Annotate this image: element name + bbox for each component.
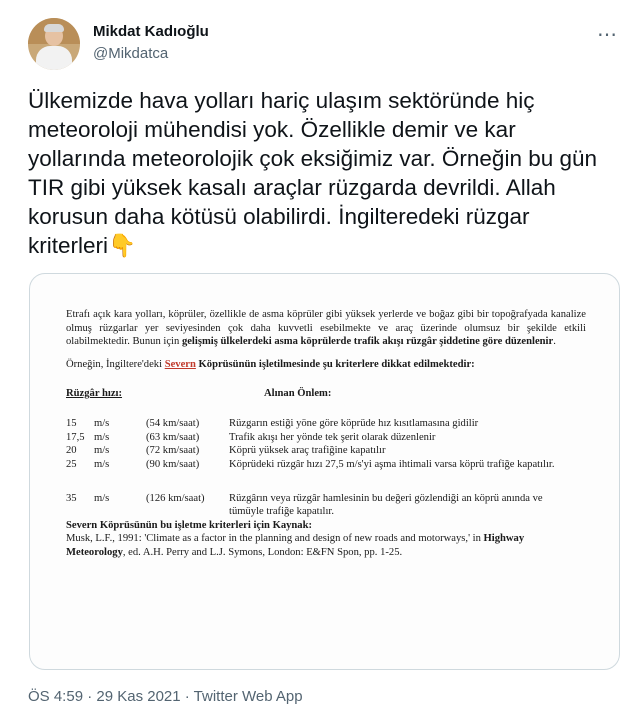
table-row xyxy=(66,444,586,458)
row-desc: Rüzgarın estiği yöne göre köprüde hız kısıtlamasına gidilir xyxy=(229,418,479,429)
row-kmh: (126 km/saat) xyxy=(146,492,205,504)
table-row xyxy=(66,458,586,485)
attached-image[interactable] xyxy=(29,273,620,670)
row-value: 25 xyxy=(66,458,77,470)
row-value: 17,5 xyxy=(66,431,85,443)
row-unit: m/s xyxy=(94,492,110,504)
doc-p1-bold: gelişmiş ülkelerdeki asma köprülerde trafik akışı rüzgâr şiddetine göre düzenlenir xyxy=(181,336,554,347)
source-text-b: , ed. A.H. Perry and L.J. Symons, London: E&FN Spon, pp. 1-25. xyxy=(122,546,403,558)
row-unit: m/s xyxy=(94,458,110,470)
col-measure: Alınan Önlem: xyxy=(264,388,332,399)
doc-paragraph-1 xyxy=(66,308,586,349)
doc-p1-end: . xyxy=(553,336,556,347)
row-kmh: (90 km/saat) xyxy=(146,458,200,470)
col-wind-speed: Rüzgâr hızı: xyxy=(66,388,123,399)
table-row xyxy=(66,492,586,519)
criteria-header xyxy=(66,387,586,403)
doc-p1-text: Etrafı açık kara yolları, köprüler, özellikle de asma köprüler gibi yüksek yerlerde ve boğaz gibi bir topoğrafyada kanalize olmuş rüzgarlar yer seviyesinden çok daha kuvvetli esebilmekte ve araç üzerinde olumsuz bir şekilde etkili olabilmektedir. Bunun için xyxy=(66,309,586,347)
row-desc: Rüzgârın veya rüzgâr hamlesinin bu değeri gözlendiği an köprü anında ve tümüyle trafiğe kapatılır. xyxy=(229,492,543,517)
tweet-body: Ülkemizde hava yolları hariç ulaşım sektöründe hiç meteoroloji mühendisi yok. Özellikle demir ve kar yollarında meteorolojik çok eksiğimiz var. Örneğin bu gün TIR gibi yüksek kasalı araçlar rüzgarda devrildi. Allah korusun daha kötüsü olabilirdi. İngilteredeki rüzgar kriterleri xyxy=(28,88,598,258)
doc-p2-text: Örneğin, İngiltere'deki xyxy=(66,358,165,370)
document-scan xyxy=(66,308,586,559)
author-handle[interactable]: @Mikdatca xyxy=(93,45,169,62)
row-unit: m/s xyxy=(94,431,110,443)
criteria-table xyxy=(66,417,586,519)
row-value: 20 xyxy=(66,445,77,456)
row-value: 15 xyxy=(66,418,77,429)
row-desc: Köprüdeki rüzgâr hızı 27,5 m/s'yi aşma ihtimali varsa köprü trafiğe kapatılır. xyxy=(229,458,555,470)
row-desc: Köprü yüksek araç trafiğine kapatılır xyxy=(229,445,386,456)
source-text-a: Musk, L.F., 1991: 'Climate as a factor in the planning and design of new roads and motorways,' in xyxy=(66,533,484,544)
source-title: Severn Köprüsünün bu işletme kriterleri için Kaynak: xyxy=(66,519,313,531)
timestamp[interactable]: ÖS 4:59 · 29 Kas 2021 · Twitter Web App xyxy=(28,688,303,705)
row-value: 35 xyxy=(66,492,77,504)
row-kmh: (54 km/saat) xyxy=(146,418,200,429)
table-row xyxy=(66,431,586,445)
row-kmh: (72 km/saat) xyxy=(146,445,200,456)
doc-p2-bold: Köprüsünün işletilmesinde şu kriterlere dikkat edilmektedir: xyxy=(195,358,475,370)
doc-paragraph-2 xyxy=(66,358,586,372)
table-row xyxy=(66,417,586,431)
pointing-down-emoji: 👇 xyxy=(108,233,137,258)
tweet-text xyxy=(28,86,608,260)
more-icon[interactable]: ⋯ xyxy=(597,24,618,46)
avatar[interactable] xyxy=(28,18,80,70)
row-unit: m/s xyxy=(94,445,110,456)
row-kmh: (63 km/saat) xyxy=(146,431,200,443)
author-name[interactable]: Mikdat Kadıoğlu xyxy=(93,23,209,40)
source-bold: Highway Meteorology xyxy=(66,533,525,558)
doc-p2-severn: Severn xyxy=(164,358,196,370)
row-unit: m/s xyxy=(94,418,110,429)
source-citation xyxy=(66,532,586,559)
row-desc: Trafik akışı her yönde tek şerit olarak düzenlenir xyxy=(229,431,436,443)
